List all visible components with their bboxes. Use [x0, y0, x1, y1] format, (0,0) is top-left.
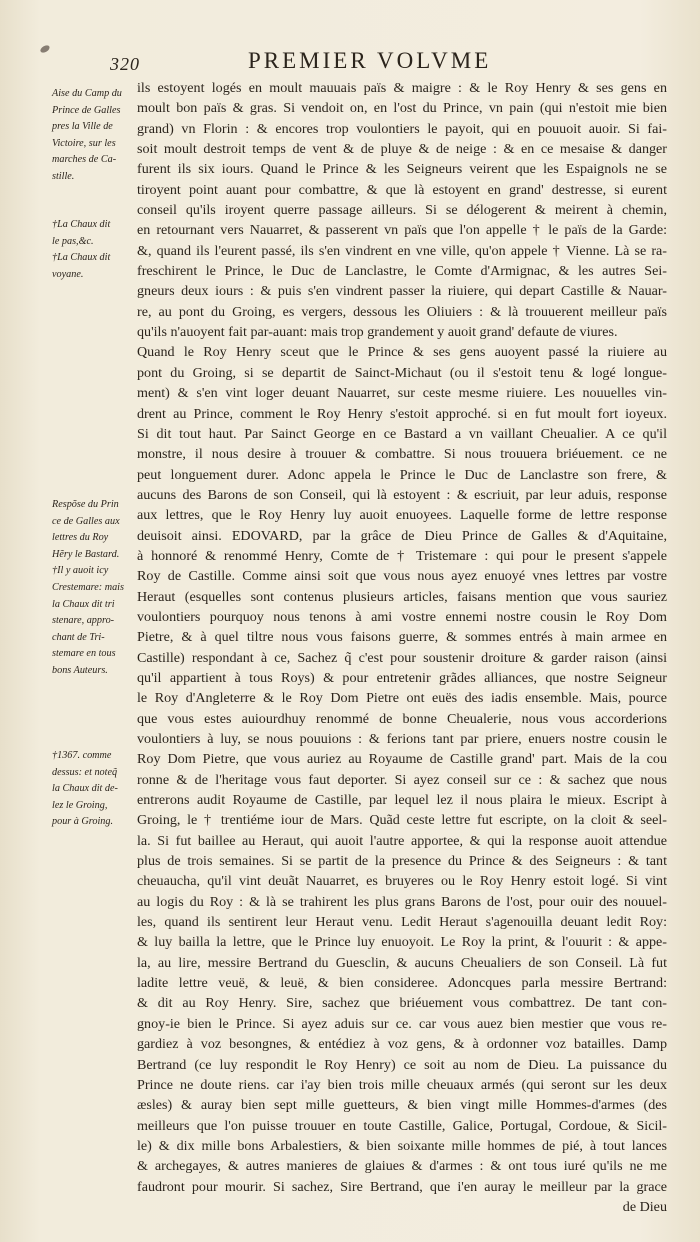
- text-line: qu'ils n'auoyent fait par-auant: mais trop grandement y auoit grand' defaute de viures.: [137, 324, 618, 341]
- text-line: gnoy-ie bien le Prince. Si ayez aduis sur ce. car vous auez bien mestier que vous re-: [137, 1015, 667, 1032]
- text-line: cheuaucha, qu'il vint deuãt Nauarret, es bruyeres ou le Roy Henry estoit logé. Si vint: [137, 873, 667, 890]
- text-line: ronne & de l'heritage vous faut deporter. Si ayez conseil sur ce : & sachez que nous: [137, 771, 667, 788]
- text-line: Prince ne doute riens. car i'ay bien trois mille cheuaux armés (qui seront sur les deux: [137, 1076, 667, 1093]
- text-line: moult bon païs & gras. Si vendoit on, en l'ost du Prince, vn pain (qui n'estoit mie bien: [137, 100, 667, 117]
- text-line: plus de trois semaines. Si se partit de la presence du Prince & des Seigneurs : & tant: [137, 853, 667, 870]
- text-line: qu'il appartient à tous Roys) & pour entretenir grãdes alliances, que nostre Seigneur: [137, 669, 667, 686]
- text-line: entrerons audit Royaume de Castille, par lequel lez il nous plaira le mieux. Escript à: [137, 792, 667, 809]
- text-line: &, quand ils l'eurent passé, ils s'en vindrent en vne ville, qu'on appele † Vienne. Là se ra-: [137, 242, 667, 259]
- text-line: gneurs deux iours : & puis s'en vindrent passer la riuiere, qui depart Castille & Nauar-: [137, 283, 667, 300]
- text-line: re, au pont du Groing, es vergers, dessous les Oliuiers : & là trouuerent meilleur païs: [137, 303, 667, 320]
- text-line: monstre, il nous desire à trouuer & combattre. Si nous trouuera briéuement. ce ne: [137, 446, 667, 463]
- text-line: gardiez à voz besongnes, & entédiez à voz gens, & à ordonner voz batailles. Damp: [137, 1036, 667, 1053]
- text-line: & archegayes, & autres manieres de glaiues & d'armes : & ont tous iuré qu'ils ne me: [137, 1158, 667, 1175]
- text-line: voulontiers pourquoy nous tenons à ami vostre ennemi nostre cousin le Roy Dom: [137, 608, 667, 625]
- margin-note-la-chaux: †La Chaux dit le pas,&c. †La Chaux dit voyane.: [52, 219, 111, 280]
- text-line: & dit au Roy Henry. Sire, sachez que briéuement vous combattrez. De tant con-: [137, 995, 667, 1012]
- margin-note-camp: Aise du Camp du Prince de Galles pres la Ville de Victoire, sur les marches de Ca- stille.: [52, 88, 122, 182]
- text-line: Groing, le † trentiéme iour de Mars. Quãd ceste lettre fut escripte, on la cloit & seel-: [137, 812, 667, 829]
- text-line: au logis du Roy : & là se trahirent les plus grans Barons de l'ost, pour ouir des nouuel-: [137, 893, 667, 910]
- text-line: æsles) & auray bien sept mille guetteurs, & bien vingt mille Hommes-d'armes (des: [137, 1097, 667, 1114]
- text-line: aucuns des Barons de son Conseil, qui là estoyent : & escriuit, par leur aduis, response: [137, 486, 667, 503]
- text-line: furent ils six iours. Quand le Prince & les Seigneurs veirent que les Espaignols ne se: [137, 161, 667, 178]
- text-line: Pietre, & à quel tiltre nous vous faisons guerre, & sommes entrés à main armee en: [137, 629, 667, 646]
- text-line: soit moult destroit temps de vent & de pluye & de neige : & en ce mesaise & danger: [137, 141, 667, 158]
- text-line: en retournant vers Nauarret, & passerent vn païs que l'on appelle † le païs de la Garde:: [137, 222, 667, 239]
- text-line: Roy Dom Pietre, que vous auriez au Royaume de Castille grand' part. Mais de la cou: [137, 751, 667, 768]
- text-line: freschirent le Prince, le Duc de Lanclastre, le Comte d'Armignac, & les autres Sei-: [137, 263, 667, 280]
- page-number: 320: [110, 54, 140, 74]
- margin-note-response: Respõse du Prin ce de Galles aux lettres du Roy Hẽry le Bastard. †Il y auoit icy Crestemare: mais la Chaux dit tri stenare, appro- chant de Tri- stemare en tous bons Auteurs.: [52, 499, 124, 676]
- text-line: la, au lire, messire Bertrand du Guesclin, & aucuns Cheualiers de son Conseil. Là fut: [137, 954, 667, 971]
- text-line: Castille) respondant à ce, Sachez q̃ c'est pour soustenir droiture & garder raison (ainsi: [137, 649, 667, 666]
- text-line: Si dit tout haut. Par Sainct George en ce Bastard a vn vaillant Cheualier. A ce qu'il: [137, 425, 667, 442]
- text-line: ils estoyent logés en moult mauuais païs & maigre : & le Roy Henry & ses gens en: [137, 80, 667, 96]
- text-line: conseil qu'ils iroyent querre passage ailleurs. Si se délogerent & meirent à chemin,: [137, 202, 667, 219]
- text-line: meilleurs que l'on puisse trouuer en toute Castille, Galice, Portugal, Cordoue, & Sicil-: [137, 1117, 667, 1134]
- text-line: faudront pour mourir. Si sachez, Sire Bertrand, que i'en auray le meilleur par la grace: [137, 1178, 667, 1195]
- text-line: drent au Prince, comment le Roy Henry s'estoit approché. si en fut moult fort ioyeux.: [137, 405, 667, 422]
- text-line: aux lettres, que le Roy Henry luy auoit enuoyees. Laquelle forme de lettre response: [137, 507, 667, 524]
- text-line: pont du Groing, si se departit de Sainct-Michaut (ou il s'estoit tenu & logé longue-: [137, 364, 667, 381]
- page-header: [0, 48, 700, 76]
- text-line: à honnoré & renommé Henry, Comte de † Tristemare : qui pour le present s'appele: [137, 547, 667, 564]
- text-line: peut longuement durer. Adonc appela le Prince le Duc de Lanclastre son frere, &: [137, 466, 667, 483]
- text-line: la. Si fut baillee au Heraut, qui auoit l'autre apportee, & qui la response auoit attendue: [137, 832, 667, 849]
- text-line: Heraut (esquelles sont contenus plusieurs articles, faisans mention que vous sauriez: [137, 588, 667, 605]
- text-line: grand) vn Florin : & encores trop voulontiers le payoit, qui en pouuoit auoir. Si fai-: [137, 120, 667, 137]
- text-line: les, quand ils sentirent leur Heraut venu. Ledit Heraut s'agenouilla deuant ledit Roy:: [137, 914, 667, 931]
- text-line: Roy de Castille. Comme ainsi soit que vous nous ayez enuoyé vnes lettres par vostre: [137, 568, 667, 585]
- text-line: que vous estes auiourdhuy renommé de bonne Cheualerie, nous vous accorderions: [137, 710, 667, 727]
- text-line: ment) & s'en vint loger deuant Nauarret, sur ceste mesme riuiere. Les nouuelles vin-: [137, 385, 667, 402]
- text-line: Bertrand (ce luy respondit le Roy Henry) ce soit au nom de Dieu. La puissance du: [137, 1056, 667, 1073]
- text-line: le) & dix mille bons Arbalestiers, & bien soixante mille hommes de pié, à tout lances: [137, 1137, 667, 1154]
- main-text-column: [137, 78, 667, 1217]
- text-line: tiroyent point auant pour combattre, & que là estoyent en grand' destresse, si eurent: [137, 181, 667, 198]
- text-line: Quand le Roy Henry sceut que le Prince & ses gens auoyent passé la riuiere au: [137, 344, 667, 361]
- text-line: le Roy d'Angleterre & le Roy Dom Pietre ont euës des iadis ensemble. Mais, pource: [137, 690, 667, 707]
- text-line: de Dieu: [622, 1198, 667, 1215]
- text-line: ladite lettre veuë, & leuë, & bien consideree. Adoncques parla messire Bertrand:: [137, 975, 667, 992]
- text-line: deuisoit ainsi. EDOVARD, par la grâce de Dieu Prince de Galles & d'Aquitaine,: [137, 527, 667, 544]
- running-head: PREMIER VOLVME: [248, 48, 492, 73]
- margin-note-date: †1367. comme dessus: et noteq̃ la Chaux dit de- lez le Groing, pour à Groing.: [52, 750, 118, 828]
- text-line: & luy bailla la lettre, que le Prince luy enuoyoit. Le Roy la print, & l'ouurit : & appe-: [137, 934, 667, 951]
- text-line: voulontiers à luy, se nous pouuions : & ferions tant par priere, enuers nostre cousin le: [137, 731, 667, 747]
